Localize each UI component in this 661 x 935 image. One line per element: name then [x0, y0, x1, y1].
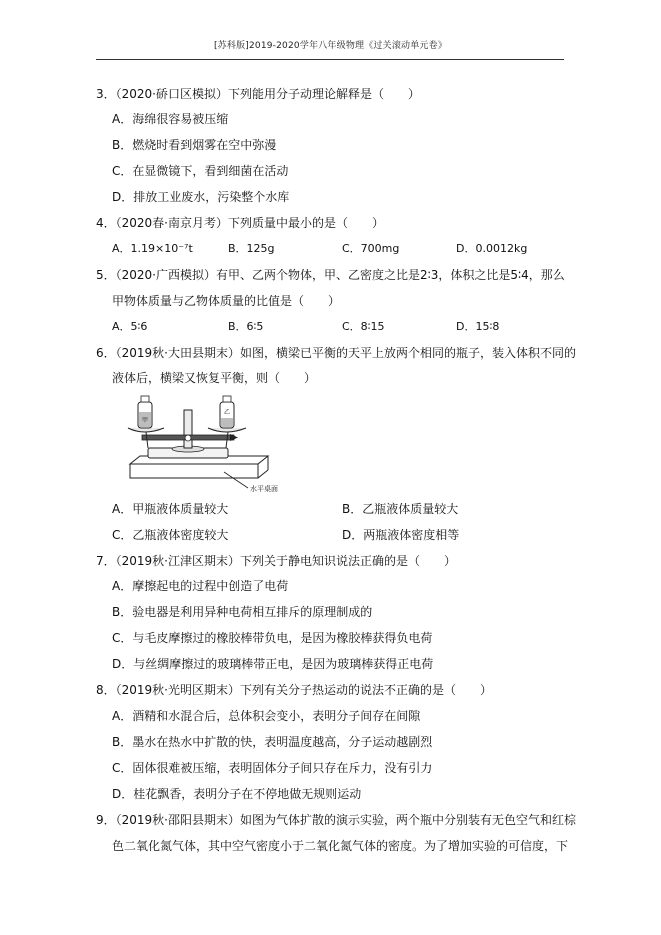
- question-6-option-d: D．两瓶液体密度相等: [342, 528, 460, 542]
- question-text: （2020·硚口区模拟）下列能用分子动理论解释是（ ）: [115, 87, 420, 101]
- question-6-option-c: C．乙瓶液体密度较大: [112, 528, 229, 542]
- question-7-option-b: B．验电器是利用异种电荷相互排斥的原理制成的: [112, 605, 373, 619]
- question-5-option-b: B．6∶5: [228, 320, 264, 333]
- bottle-jia-label: 甲: [141, 417, 149, 424]
- question-text: （2019秋·光明区期末）下列有关分子热运动的说法不正确的是（ ）: [115, 683, 492, 697]
- question-3-option-a: A．海绵很容易被压缩: [112, 112, 229, 126]
- question-5-stem: [96, 267, 565, 283]
- question-text: （2020·广西模拟）有甲、乙两个物体，甲、乙密度之比是2∶3，体积之比是5∶4，那么: [115, 268, 565, 282]
- question-number: 5．: [96, 268, 116, 282]
- question-3-option-b: B．燃烧时看到烟雾在空中弥漫: [112, 138, 277, 152]
- question-8-stem: [96, 682, 492, 698]
- question-9-stem: [96, 812, 576, 828]
- question-8-option-a: A．酒精和水混合后，总体积会变小，表明分子间存在间隙: [112, 709, 421, 723]
- question-4-option-b: B．125g: [228, 242, 275, 255]
- question-7-option-d: D．与丝绸摩擦过的玻璃棒带正电，是因为玻璃棒获得正电荷: [112, 657, 434, 671]
- question-3-option-c: C．在显微镜下，看到细菌在活动: [112, 164, 289, 178]
- question-number: 6．: [96, 346, 116, 360]
- question-5-option-c: C．8∶15: [342, 320, 385, 333]
- question-number: 8．: [96, 683, 116, 697]
- bottle-yi-label: 乙: [223, 409, 231, 416]
- question-5-option-a: A．5∶6: [112, 320, 148, 333]
- balance-figure: [122, 392, 304, 500]
- header-divider: [96, 59, 564, 60]
- question-7-option-a: A．摩擦起电的过程中创造了电荷: [112, 579, 289, 593]
- question-4-option-c: C．700mg: [342, 242, 400, 255]
- question-8-option-c: C．固体很难被压缩，表明固体分子间只存在斥力，没有引力: [112, 761, 433, 775]
- question-6-stem-continued: 液体后，横梁又恢复平衡，则（ ）: [112, 371, 317, 385]
- question-3-stem: [96, 86, 420, 102]
- question-6-stem: [96, 345, 576, 361]
- table-label: 水平桌面: [250, 485, 278, 493]
- question-8-option-b: B．墨水在热水中扩散的快，表明温度越高，分子运动越剧烈: [112, 735, 433, 749]
- question-text: （2020春·南京月考）下列质量中最小的是（ ）: [115, 216, 384, 230]
- question-number: 7．: [96, 554, 116, 568]
- question-number: 3．: [96, 87, 116, 101]
- question-text: （2019秋·大田县期末）如图，横梁已平衡的天平上放两个相同的瓶子，装入体积不同的: [115, 346, 576, 360]
- question-text: （2019秋·邵阳县期末）如图为气体扩散的演示实验，两个瓶中分别装有无色空气和红棕: [115, 813, 576, 827]
- question-5-option-d: D．15∶8: [456, 320, 500, 333]
- question-4-stem: [96, 215, 384, 231]
- page-header: [苏科版]2019-2020学年八年级物理《过关滚动单元卷》: [213, 41, 448, 51]
- question-7-option-c: C．与毛皮摩擦过的橡胶棒带负电，是因为橡胶棒获得负电荷: [112, 631, 433, 645]
- question-number: 4．: [96, 216, 116, 230]
- question-text: （2019秋·江津区期末）下列关于静电知识说法正确的是（ ）: [115, 554, 456, 568]
- question-6-option-a: A．甲瓶液体质量较大: [112, 502, 229, 516]
- question-9-stem-continued: 色二氧化氮气体，其中空气密度小于二氧化氮气体的密度。为了增加实验的可信度，下: [112, 839, 569, 853]
- question-3-option-d: D．排放工业废水，污染整个水库: [112, 190, 290, 204]
- question-5-stem-continued: 甲物体质量与乙物体质量的比值是（ ）: [112, 294, 341, 308]
- question-4-option-a: A．1.19×10⁻⁷t: [112, 242, 193, 255]
- question-number: 9．: [96, 813, 116, 827]
- question-6-option-b: B．乙瓶液体质量较大: [342, 502, 459, 516]
- question-7-stem: [96, 553, 456, 569]
- question-4-option-d: D．0.0012kg: [456, 242, 528, 255]
- question-8-option-d: D．桂花飘香，表明分子在不停地做无规则运动: [112, 787, 362, 801]
